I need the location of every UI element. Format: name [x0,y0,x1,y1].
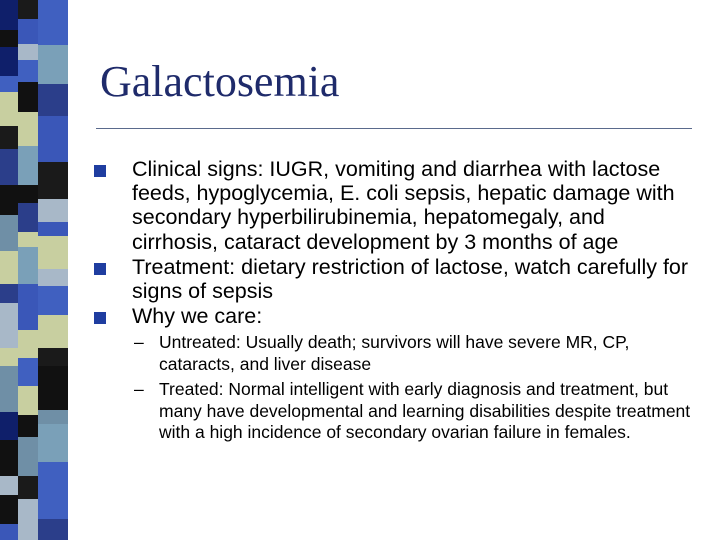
stripe-tile [38,424,68,462]
sub-bullet-item [134,379,694,444]
stripe-tile [18,19,38,44]
stripe-tile [0,215,18,251]
stripe-tile [0,440,18,476]
dash-marker: – [134,379,144,400]
square-bullet-icon [94,312,106,324]
stripe-tile [18,185,38,203]
stripe-tile [38,286,68,315]
stripe-tile [38,498,68,519]
stripe-tile [38,410,68,424]
bullet-item [94,304,694,328]
stripe-tile [38,84,68,116]
stripe-tile [38,348,68,366]
stripe-tile [38,366,68,410]
stripe-tile [0,303,18,348]
bullet-item [94,157,694,254]
stripe-tile [0,185,18,215]
stripe-tile [0,30,18,47]
stripe-tile [38,236,68,269]
stripe-tile [18,330,38,358]
stripe-tile [18,203,38,232]
sub-bullet-text: Treated: Normal intelligent with early diagnosis and treatment, but many have developmental and learning disabilities despite treatment with a high incidence of secondary ovarian failure in females. [159,379,691,443]
stripe-tile [0,348,18,366]
slide-title: Galactosemia [100,57,340,106]
stripe-tile [0,476,18,495]
title-divider [96,128,692,129]
bullet-text: Treatment: dietary restriction of lactose, watch carefully for signs of sepsis [132,254,689,304]
sub-bullet-text: Untreated: Usually death; survivors will have severe MR, CP, cataracts, and liver disease [159,332,630,374]
stripe-tile [38,162,68,199]
square-bullet-icon [94,165,106,177]
bullet-text: Why we care: [132,304,263,329]
stripe-tile [38,45,68,84]
stripe-tile [0,149,18,185]
stripe-tile [18,358,38,386]
stripe-tile [18,44,38,60]
stripe-tile [18,415,38,437]
stripe-tile [18,0,38,19]
stripe-tile [0,76,18,92]
sub-bullet-item [134,332,694,375]
stripe-tile [0,126,18,149]
stripe-tile [38,315,68,348]
stripe-tile [18,82,38,112]
stripe-tile [38,199,68,222]
stripe-tile [18,284,38,330]
slide-body [94,157,694,444]
bullet-text: Clinical signs: IUGR, vomiting and diarrhea with lactose feeds, hypoglycemia, E. coli sepsis, hepatic damage with secondary hyperbilirubinemia, hepatomegaly, and cirrhosis, cataract development by 3 months of age [132,157,675,254]
stripe-tile [0,412,18,440]
stripe-tile [0,251,18,284]
stripe-tile [38,141,68,162]
stripe-tile [38,269,68,286]
stripe-tile [0,524,18,540]
stripe-tile [38,519,68,538]
bullet-item [94,255,694,303]
square-bullet-icon [94,263,106,275]
stripe-tile [0,92,18,126]
stripe-tile [18,232,38,247]
stripe-tile [0,0,18,30]
stripe-tile [38,462,68,498]
stripe-tile [18,386,38,415]
stripe-tile [0,495,18,524]
stripe-tile [0,47,18,76]
dash-marker: – [134,332,144,353]
stripe-tile [18,476,38,499]
stripe-tile [18,112,38,146]
stripe-tile [0,366,18,412]
stripe-tile [38,116,68,141]
stripe-tile [18,499,38,540]
stripe-tile [38,0,68,45]
decorative-stripe [0,0,68,540]
stripe-tile [18,437,38,476]
stripe-tile [38,222,68,236]
stripe-tile [18,146,38,185]
stripe-tile [18,247,38,284]
stripe-tile [18,60,38,82]
stripe-tile [0,284,18,303]
